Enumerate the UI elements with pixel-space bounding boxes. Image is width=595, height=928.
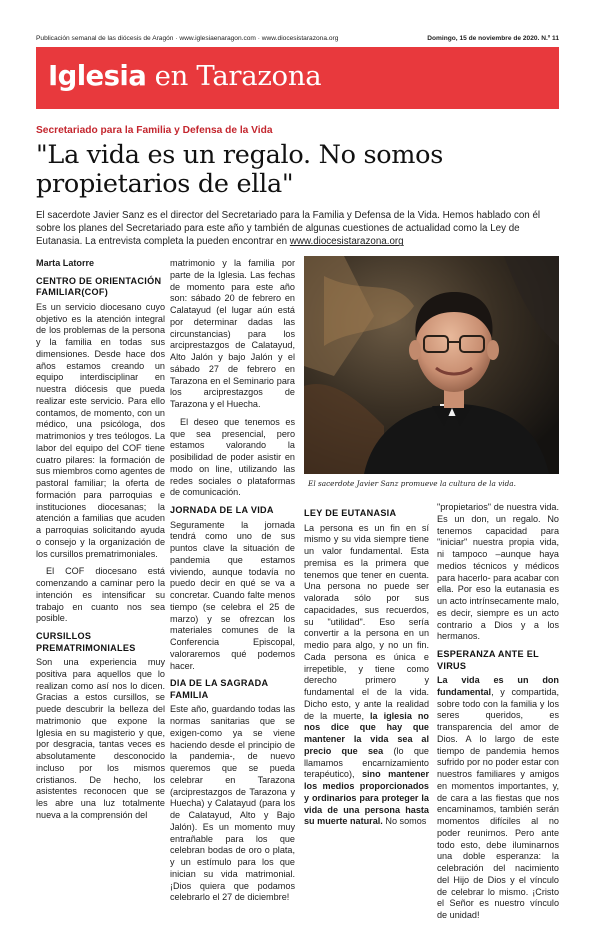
jornada-paragraph: Seguramente la jornada tendrá como uno de sus puntos clave la situación de pandemia que estamos viviendo, aunque todavía no puedo decir en qué se va a concretar. Cuando falte menos tiempo (se celebra el 25 de marzo) y se ofrezcan los materiales comunes de la Conferencia Episcopal, valoraremos qué podemos hacer. <box>170 519 295 671</box>
column-1 <box>36 258 165 828</box>
column-3 <box>304 502 429 834</box>
publication-line: Publicación semanal de las diócesis de Aragón · www.iglesiaenaragon.com · www.diocesistarazona.org <box>36 35 339 42</box>
lead-text: El sacerdote Javier Sanz es el director del Secretariado para la Familia y Defensa de la Vida. Hemos hablado con él sobre los planes del Secretariado para este año y también de algunas cuestiones de actualidad como la Ley de Eutanasia. La entrevista completa la pueden encontrar en <box>36 210 541 248</box>
ley-text-b: (lo que llamamos encarnizamiento terapéutico), <box>304 745 429 780</box>
sagrada-familia-paragraph: Este año, guardando todas las normas sanitarias que se exigen-como ya se viene haciendo desde el principio de la pandemia-, de nuevo queremos que se pueda celebrar en Tarazona (arciprestazgos de Tarazona y Huecha) y Calatayud (para los de Calatayud, Alto y Bajo Jalón). Es un momento muy entrañable para los que celebran bodas de oro o plata, y un estímulo para los que inician su vida matrimonial. ¡Dios quiera que podamos celebrarlo el 27 de diciembre! <box>170 704 295 903</box>
cursillos-paragraph-2: El deseo que tenemos es que sea presencial, pero estamos valorando la posibilidad de poder asistir en modo on line, utilizando las redes sociales o plataformas de comunicación. <box>170 416 295 498</box>
article-lead <box>36 209 561 249</box>
byline: Marta Latorre <box>36 258 95 268</box>
cursillos-continued: matrimonio y la familia por parte de la Iglesia. Las fechas de momento para este año son: sábado 20 de febrero en Calatayud (el lugar aún está por determinar dadas las circunstancias) para los arciprestazgos de Calatayud, Alto Jalón y bajo Jalón y el sábado 27 de febrero en Tarazona en el Seminario para los arciprestazgos de Tarazona y el Huecha. <box>170 258 295 409</box>
esperanza-heading: ESPERANZA ANTE EL VIRUS <box>437 649 539 671</box>
esperanza-bold: La vida es un don fundamental <box>437 675 559 697</box>
esperanza-text: , y compartida, sobre todo con la familia y los seres queridos, es transparencia del amor de Dios. A lo largo de este tiempo de pandemia hemos sufrido por no poder estar con nuestros familiares y amigos en momentos importantes, y, de cara a las fiestas que nos encaminamos, también serán momentos difíciles al no poder reunirnos. Pero ante todo esto, debe iluminarnos una doble esperanza: la celebración del nacimiento del Hijo de Dios y el vínculo de celebrar lo mismo. ¡Cristo el Señor es nuestro vínculo de unidad! <box>437 686 559 920</box>
priest-photo <box>304 256 559 474</box>
masthead-title <box>48 60 321 92</box>
cof-paragraph-2: El COF diocesano está comenzando a caminar pero la intención es intensificar su trabajo en cuanto nos sea posible. <box>36 566 165 624</box>
ley-eutanasia-paragraph <box>304 523 429 829</box>
column-2 <box>170 258 295 910</box>
priest-portrait-image <box>304 256 559 474</box>
masthead-bold: Iglesia <box>48 60 147 92</box>
ley-bold-1: la iglesia no nos dice que hay que mantener la vida sea al precio que sea <box>304 710 429 756</box>
sagrada-familia-heading: DIA DE LA SAGRADA FAMILIA <box>170 678 269 700</box>
cursillos-paragraph-1: Son una experiencia muy positiva para aquellos que lo realizan como así nos lo dicen. Gracias a estos cursillos, se puede descubrir la belleza del matrimonio que expone la Iglesia en su magisterio y que, por desgracia, tantas veces es absolutamente desconocido incluso por los mismos cristianos. De hecho, los asistentes reconocen que se les abre una luz totalmente nueva a la comprensión del <box>36 657 165 820</box>
date-issue: Domingo, 15 de noviembre de 2020. N.º 11 <box>427 35 559 42</box>
cof-heading: CENTRO DE ORIENTACIÓN FAMILIAR(COF) <box>36 275 162 298</box>
lead-link[interactable]: www.diocesistarazona.org <box>289 236 404 248</box>
ley-text-a: La persona es un fin en sí mismo y su vida siempre tiene un valor fundamental. Esta premisa es la primera que tenemos que tener en cuenta. Una persona no puede ser valorada sólo por sus capacidades, sus recuerdos, su "utilidad". Eso sería convertir a la persona en un medio para algo, y no un fin. Cada persona es única e irrepetible, y tiene como derecho primero y fundamental el de la vida. Dicho esto, y ante la realidad de la muerte, <box>304 522 429 721</box>
photo-caption: El sacerdote Javier Sanz promueve la cultura de la vida. <box>308 479 516 488</box>
jornada-heading: JORNADA DE LA VIDA <box>170 505 274 515</box>
esperanza-paragraph <box>437 675 559 922</box>
article-headline: "La vida es un regalo. No somos propietarios de ella" <box>36 140 444 199</box>
ley-bold-2: sino mantener los medios proporcionados y ordinarios para proteger la vida de una persona hasta su muerte natural. <box>304 769 430 827</box>
masthead-rest: en Tarazona <box>146 60 322 92</box>
masthead-banner <box>36 47 559 109</box>
ley-eutanasia-heading: LEY DE EUTANASIA <box>304 508 397 518</box>
column-4 <box>437 502 559 928</box>
cof-paragraph-1: Es un servicio diocesano cuyo objetivo es la atención integral de los problemas de la persona y la familia en todas sus dimensiones. Desde hace dos años estamos creando un equipo interdisciplinar en nuestra diócesis que pueda realizar este servicio. Para ello contamos, de momento, con un médico, una psicóloga, dos matrimonios y tres teólogos. La labor del equipo del COF tiene cuatro pilares: la formación de sus miembros como agentes de pastoral familiar; la oferta de formación para parroquias e instituciones diocesanas; la atención a familias que acuden a parroquias solicitando ayuda o consejo y la organización de los cursillos prematrimoniales. <box>36 301 165 559</box>
section-kicker: Secretariado para la Familia y Defensa de la Vida <box>36 125 273 136</box>
ley-eutanasia-continued: "propietarios" de nuestra vida. Es un don, un regalo. No tenemos capacidad para "iniciar" nuestra propia vida, ni tampoco –aunque haya medios técnicos y médicos para hacerlo- para acabar con ella. Por eso la eutanasia es un acto intrínsecamente malo, es decir, siempre es un acto contrario a Dios y a los hermanos. <box>437 502 559 642</box>
cursillos-heading: CURSILLOS PREMATRIMONIALES <box>36 631 136 653</box>
ley-text-c: No somos <box>382 816 427 827</box>
